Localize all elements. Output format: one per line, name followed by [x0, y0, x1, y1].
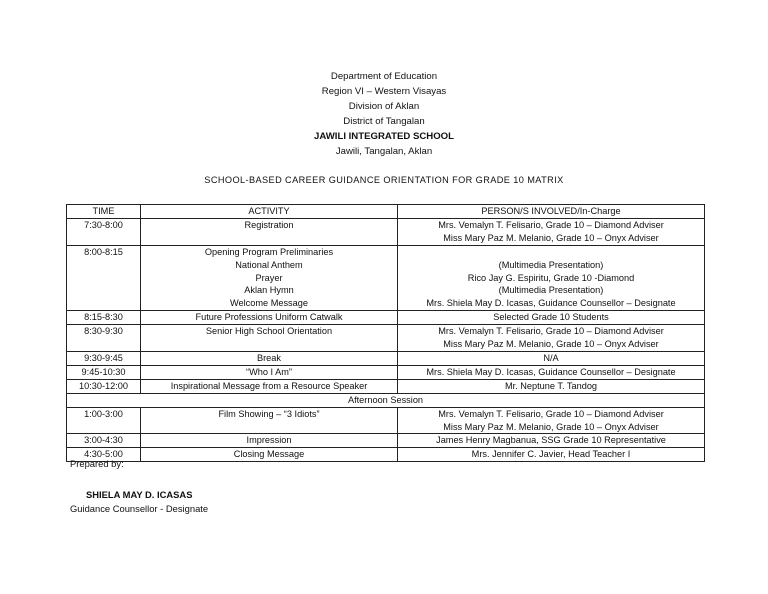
column-header-time: TIME	[67, 205, 141, 219]
person-line: Selected Grade 10 Students	[493, 312, 609, 323]
time-cell: 8:00-8:15	[67, 245, 141, 311]
persons-cell	[398, 407, 705, 434]
time-cell: 9:45-10:30	[67, 365, 141, 379]
header-department: Department of Education	[330, 71, 438, 82]
preparer-role: Guidance Counsellor - Designate	[70, 503, 209, 514]
table-row	[67, 325, 705, 352]
person-line: Mr. Neptune T. Tandog	[504, 380, 598, 391]
person-line: James Henry Magbanua, SSG Grade 10 Representative	[436, 435, 666, 446]
activity-line: Impression	[246, 435, 292, 446]
time-cell: 4:30-5:00	[67, 448, 141, 462]
person-line: Mrs. Jennifer C. Javier, Head Teacher I	[471, 449, 631, 460]
persons-cell	[398, 325, 705, 352]
time-cell: 8:30-9:30	[67, 325, 141, 352]
table-row	[67, 311, 705, 325]
section-label: Afternoon Session	[67, 393, 705, 407]
persons-cell	[398, 434, 705, 448]
persons-cell	[398, 448, 705, 462]
activity-cell	[141, 448, 398, 462]
person-line: Rico Jay G. Espiritu, Grade 10 -Diamond	[467, 272, 635, 283]
header-division: Division of Aklan	[348, 101, 420, 112]
activity-line: Prayer	[255, 272, 283, 283]
persons-cell	[398, 365, 705, 379]
activity-line: Aklan Hymn	[244, 285, 294, 296]
column-header-activity: ACTIVITY	[141, 205, 398, 219]
time-cell: 8:15-8:30	[67, 311, 141, 325]
table-row	[67, 407, 705, 434]
person-line: (Multimedia Presentation)	[498, 259, 604, 270]
time-cell: 3:00-4:30	[67, 434, 141, 448]
activity-line: Opening Program Preliminaries	[204, 246, 334, 257]
table-body	[67, 218, 705, 461]
person-line: Miss Mary Paz M. Melanio, Grade 10 – Onyx Adviser	[443, 339, 659, 350]
schedule-table	[66, 204, 705, 462]
activity-cell	[141, 351, 398, 365]
table-row	[67, 379, 705, 393]
activity-line: National Anthem	[235, 259, 303, 270]
document-header	[0, 69, 768, 159]
time-cell: 7:30-8:00	[67, 218, 141, 245]
table-row	[67, 434, 705, 448]
prepared-by-label: Prepared by:	[70, 458, 124, 469]
activity-line: Film Showing – “3 Idiots”	[218, 408, 320, 419]
person-line: (Multimedia Presentation)	[498, 285, 604, 296]
persons-cell	[398, 311, 705, 325]
header-school-name: JAWILI INTEGRATED SCHOOL	[314, 131, 454, 142]
activity-line: Closing Message	[233, 449, 305, 460]
activity-line: Registration	[244, 219, 294, 230]
activity-cell	[141, 379, 398, 393]
time-cell: 10:30-12:00	[67, 379, 141, 393]
persons-cell	[398, 245, 705, 311]
person-line: Mrs. Vemalyn T. Felisario, Grade 10 – Diamond Adviser	[438, 219, 664, 230]
activity-cell	[141, 407, 398, 434]
activity-cell	[141, 245, 398, 311]
table-row	[67, 245, 705, 311]
table-section-row	[67, 393, 705, 407]
table-row	[67, 218, 705, 245]
blank-line	[400, 246, 702, 259]
activity-line: Future Professions Uniform Catwalk	[195, 312, 343, 323]
activity-cell	[141, 218, 398, 245]
header-region: Region VI – Western Visayas	[321, 86, 447, 97]
activity-cell	[141, 311, 398, 325]
activity-line: Senior High School Orientation	[205, 326, 333, 337]
persons-cell	[398, 351, 705, 365]
table-row	[67, 448, 705, 462]
person-line: Mrs. Shiela May D. Icasas, Guidance Counsellor – Designate	[426, 366, 676, 377]
time-cell: 9:30-9:45	[67, 351, 141, 365]
persons-cell	[398, 379, 705, 393]
activity-line: Break	[256, 352, 281, 363]
person-line: Mrs. Shiela May D. Icasas, Guidance Counsellor – Designate	[426, 298, 676, 309]
activity-cell	[141, 325, 398, 352]
activity-line: Welcome Message	[230, 298, 308, 309]
person-line: Miss Mary Paz M. Melanio, Grade 10 – Onyx Adviser	[443, 232, 659, 243]
table-row	[67, 365, 705, 379]
person-line: Miss Mary Paz M. Melanio, Grade 10 – Onyx Adviser	[443, 421, 659, 432]
table-row	[67, 351, 705, 365]
activity-cell	[141, 434, 398, 448]
person-line: Mrs. Vemalyn T. Felisario, Grade 10 – Diamond Adviser	[438, 408, 664, 419]
time-cell: 1:00-3:00	[67, 407, 141, 434]
table-header-row	[67, 205, 705, 219]
activity-line: Inspirational Message from a Resource Speaker	[170, 380, 368, 391]
preparer-name: SHIELA MAY D. ICASAS	[86, 489, 193, 500]
header-address: Jawili, Tangalan, Aklan	[335, 146, 433, 157]
activity-cell	[141, 365, 398, 379]
column-header-persons: PERSON/S INVOLVED/In-Charge	[398, 205, 705, 219]
person-line: Mrs. Vemalyn T. Felisario, Grade 10 – Diamond Adviser	[438, 326, 664, 337]
person-line: N/A	[543, 352, 559, 363]
persons-cell	[398, 218, 705, 245]
activity-line: “Who I Am”	[246, 366, 292, 377]
document-title: SCHOOL-BASED CAREER GUIDANCE ORIENTATION FOR GRADE 10 MATRIX	[204, 175, 564, 185]
header-district: District of Tangalan	[343, 116, 425, 127]
